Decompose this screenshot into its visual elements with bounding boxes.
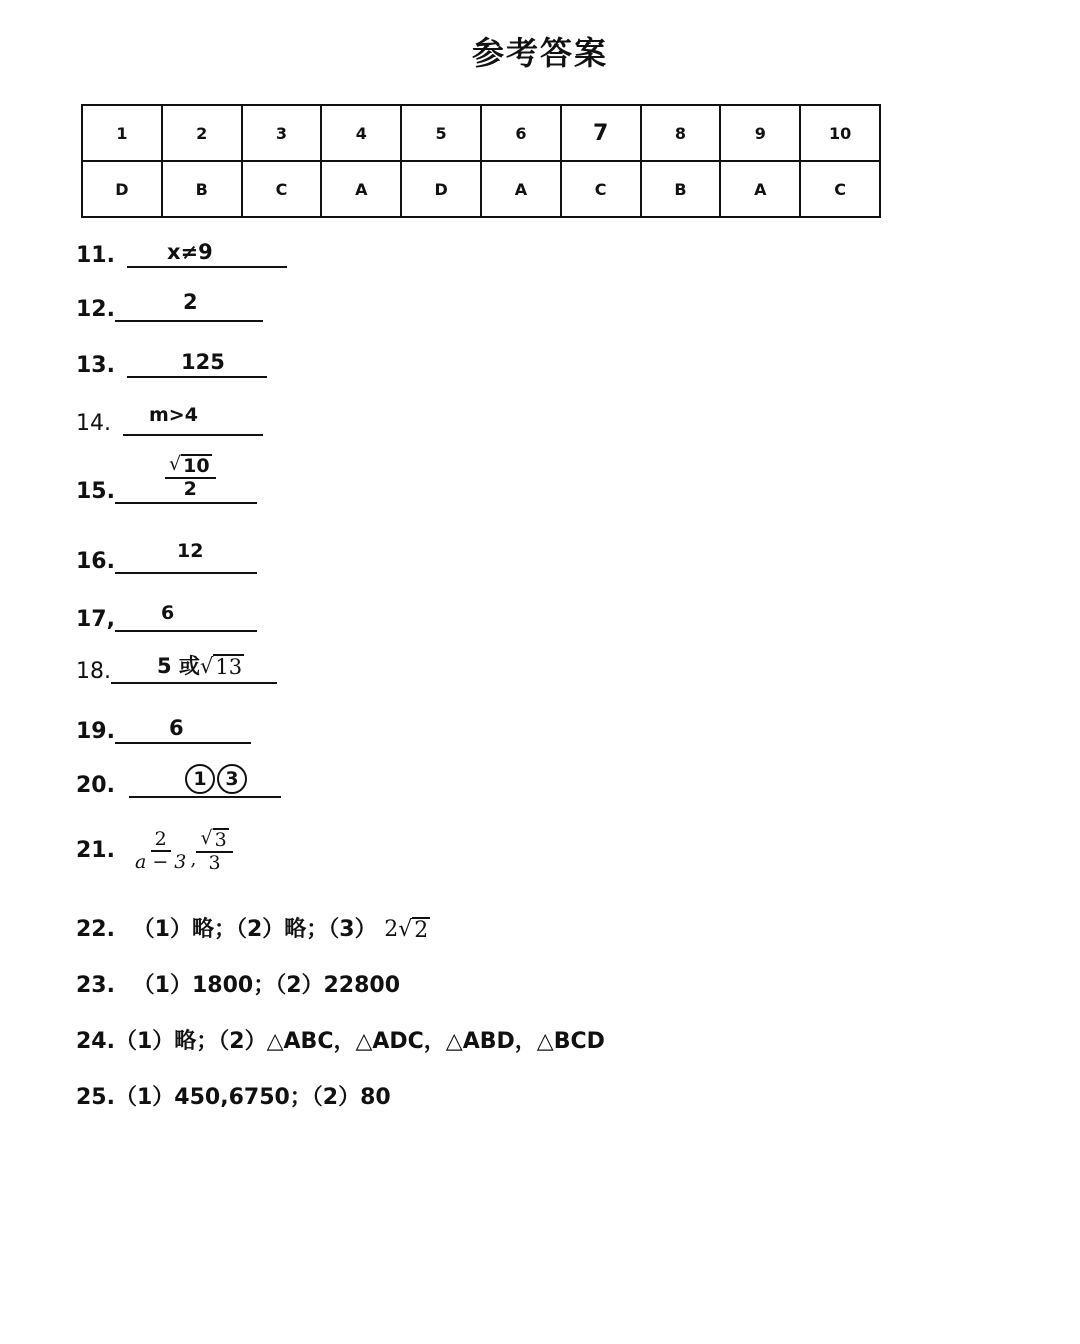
answer-line-25 — [76, 1080, 391, 1111]
table-cell: 4 — [321, 105, 401, 161]
circled-number: 3 — [217, 764, 247, 794]
question-number: 20. — [76, 773, 115, 798]
sqrt: √ 2 — [398, 917, 429, 943]
question-number: 24. — [76, 1029, 115, 1054]
table-cell: 7 — [561, 105, 641, 161]
table-cell: 9 — [720, 105, 800, 161]
table-cell: 8 — [641, 105, 721, 161]
answer-line-19 — [76, 712, 251, 744]
choice-answer-table — [81, 104, 881, 218]
question-number: 19. — [76, 719, 115, 744]
page-title: 参考答案 — [471, 34, 608, 72]
table-cell: C — [561, 161, 641, 217]
question-number: 25. — [76, 1085, 115, 1110]
question-number: 12. — [76, 297, 115, 322]
answer-text: m>4 — [149, 404, 198, 426]
answer-line-23 — [76, 968, 400, 999]
question-number: 14. — [76, 411, 111, 436]
table-cell: A — [321, 161, 401, 217]
answer-line-14 — [76, 404, 263, 436]
answer-blank — [127, 346, 267, 378]
answer-blank — [123, 404, 263, 436]
answer-line-24 — [76, 1024, 605, 1055]
answer-text: （1）略；（2）△ABC，△ADC，△ABD，△BCD — [114, 1029, 605, 1054]
sqrt: √ 10 — [168, 453, 210, 478]
answer-line-18 — [76, 652, 277, 684]
question-number: 23. — [76, 973, 115, 998]
question-number: 17, — [76, 607, 115, 632]
table-cell: C — [800, 161, 880, 217]
answer-text: 6 — [160, 602, 175, 624]
answer-blank — [115, 600, 257, 632]
fraction: √ 3 3 — [196, 828, 232, 874]
table-cell: 5 — [401, 105, 481, 161]
question-number: 15. — [76, 479, 115, 504]
answer-line-13 — [76, 346, 267, 378]
question-number: 18. — [76, 659, 111, 684]
table-cell: B — [641, 161, 721, 217]
question-number-row — [82, 105, 880, 161]
answer-text: 5 或 — [157, 654, 200, 678]
math-expression: 2 √ 2 — [384, 917, 429, 943]
answer-blank — [127, 236, 287, 268]
table-cell: 1 — [82, 105, 162, 161]
sqrt: √ 13 — [199, 654, 243, 679]
question-number: 11. — [76, 243, 115, 268]
answer-text: x≠9 — [166, 240, 213, 264]
answer-blank — [129, 766, 281, 798]
table-cell: D — [82, 161, 162, 217]
question-number: 21. — [76, 838, 115, 864]
table-cell: 3 — [242, 105, 322, 161]
answer-blank — [115, 290, 263, 322]
question-number: 13. — [76, 353, 115, 378]
fraction: √ 10 2 — [165, 454, 216, 500]
answer-line-22 — [76, 912, 430, 943]
question-number: 22. — [76, 917, 115, 942]
table-cell: A — [481, 161, 561, 217]
answer-row — [82, 161, 880, 217]
table-cell: 2 — [162, 105, 242, 161]
table-cell: C — [242, 161, 322, 217]
answer-blank — [111, 652, 277, 684]
question-number: 16. — [76, 549, 115, 574]
answer-line-21: 21. $\frac{2}{a - 3}$ , √ 3 3 — [76, 828, 233, 874]
table-cell: 10 — [800, 105, 880, 161]
table-cell: 6 — [481, 105, 561, 161]
answer-blank — [115, 712, 251, 744]
answer-blank — [115, 542, 257, 574]
answer-line-11 — [76, 236, 287, 268]
answer-line-12 — [76, 290, 263, 322]
answer-line-17 — [76, 600, 257, 632]
answer-text: （1）1800；（2）22800 — [132, 973, 401, 998]
answer-line-16 — [76, 542, 257, 574]
answer-text: 6 — [168, 716, 184, 740]
table-cell: A — [720, 161, 800, 217]
answer-text: 2 — [182, 290, 198, 314]
table-cell: B — [162, 161, 242, 217]
answer-blank — [115, 446, 257, 504]
fraction: $\frac{2}{a - 3}$ — [134, 828, 187, 873]
answer-text: （1）450,6750；（2）80 — [114, 1085, 391, 1110]
table-cell: D — [401, 161, 481, 217]
answer-text: 12 — [176, 540, 204, 562]
answer-text: （1）略；（2）略；（3） — [132, 917, 377, 942]
answer-line-20 — [76, 766, 281, 798]
sqrt: √ 3 — [200, 827, 227, 851]
answer-text: 125 — [180, 350, 225, 374]
answer-line-15 — [76, 446, 257, 504]
circled-number: 1 — [185, 764, 215, 794]
